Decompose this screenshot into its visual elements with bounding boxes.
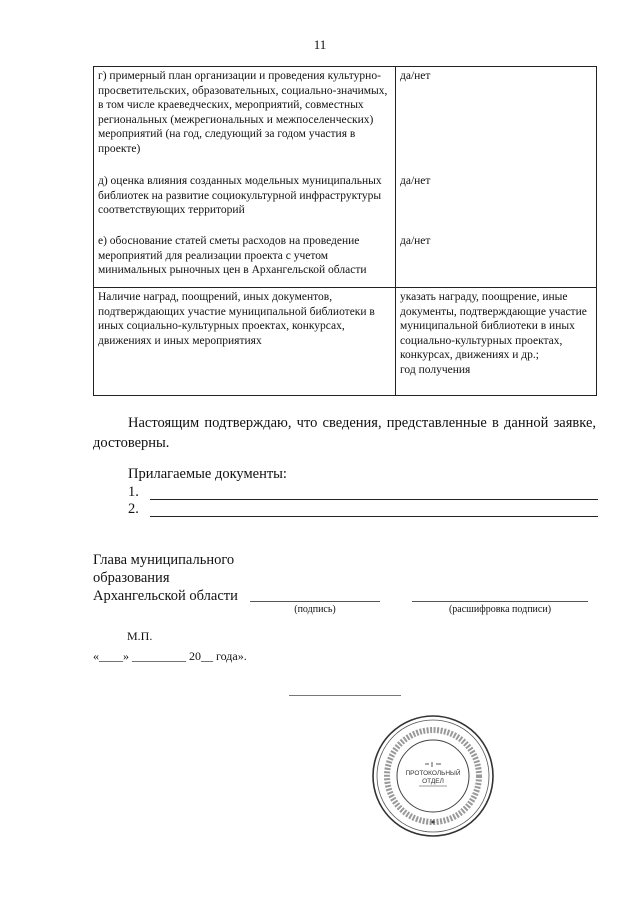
- attachment-number: 2.: [128, 501, 139, 517]
- stamp-text: ПРОТОКОЛЬНЫЙ ОТДЕЛ: [405, 770, 461, 785]
- table-row: [94, 67, 597, 288]
- criteria-table: [93, 66, 597, 396]
- answer-cell: [396, 288, 597, 396]
- awards-year: год получения: [400, 363, 471, 376]
- answer-e: да/нет: [400, 235, 431, 247]
- criterion-e: е) обоснование статей сметы расходов на проведение мероприятий для реализации проекта с учетом минимальных рыночных цен в Архангельской области: [98, 235, 367, 277]
- answer-cell: [396, 67, 597, 288]
- decode-line: [412, 601, 588, 602]
- awards-criterion: Наличие наград, поощрений, иных документов, подтверждающих участие муниципальной библиотеки в иных социально-культурных проектах, конкурсах, движениях и иных мероприятиях: [98, 291, 375, 347]
- answer-g: да/нет: [400, 70, 431, 82]
- fill-line: [150, 516, 598, 517]
- attachments-title: Прилагаемые документы:: [128, 466, 287, 482]
- decode-caption: (расшифровка подписи): [448, 604, 552, 615]
- seal-place-mark: М.П.: [127, 629, 153, 643]
- fill-line: [150, 499, 598, 500]
- criteria-cell: [94, 67, 396, 288]
- table-row: [94, 288, 597, 396]
- official-stamp: [369, 712, 497, 840]
- criteria-cell: [94, 288, 396, 396]
- signatory-line-1: Глава муниципального: [93, 552, 235, 568]
- criterion-d: д) оценка влияния созданных модельных муниципальных библиотек на развитие социокультурной инфраструктуры соответствующих территорий: [98, 175, 382, 217]
- signature-line: [250, 601, 380, 602]
- page-number: 11: [313, 37, 327, 52]
- date-line: «____» _________ 20__ года».: [93, 649, 247, 663]
- signatory-line-3: Архангельской области: [93, 588, 238, 604]
- divider: [289, 695, 401, 696]
- answer-d: да/нет: [400, 175, 431, 187]
- signatory-line-2: образования: [93, 570, 170, 586]
- attachment-line-1: [128, 484, 598, 502]
- signatory-title: [93, 551, 238, 605]
- attachment-line-2: [128, 501, 598, 519]
- attachment-number: 1.: [128, 484, 139, 500]
- criterion-g: г) примерный план организации и проведения культурно-просветительских, образовательных, социально-значимых, в том числе краеведческих, мероприятий, совместных региональных (межрегиональных и межпоселенческих) мероприятий (на год, следующий за годом участия в проекте): [98, 70, 388, 155]
- confirmation-text: Настоящим подтверждаю, что сведения, представленные в данной заявке, достоверны.: [93, 415, 596, 451]
- signature-caption: (подпись): [294, 604, 336, 615]
- awards-instruction: указать награду, поощрение, иные документы, подтверждающие участие муниципальной библиотеки в иных социально-культурных проектах, конкурсах, движениях и др.;: [400, 291, 587, 362]
